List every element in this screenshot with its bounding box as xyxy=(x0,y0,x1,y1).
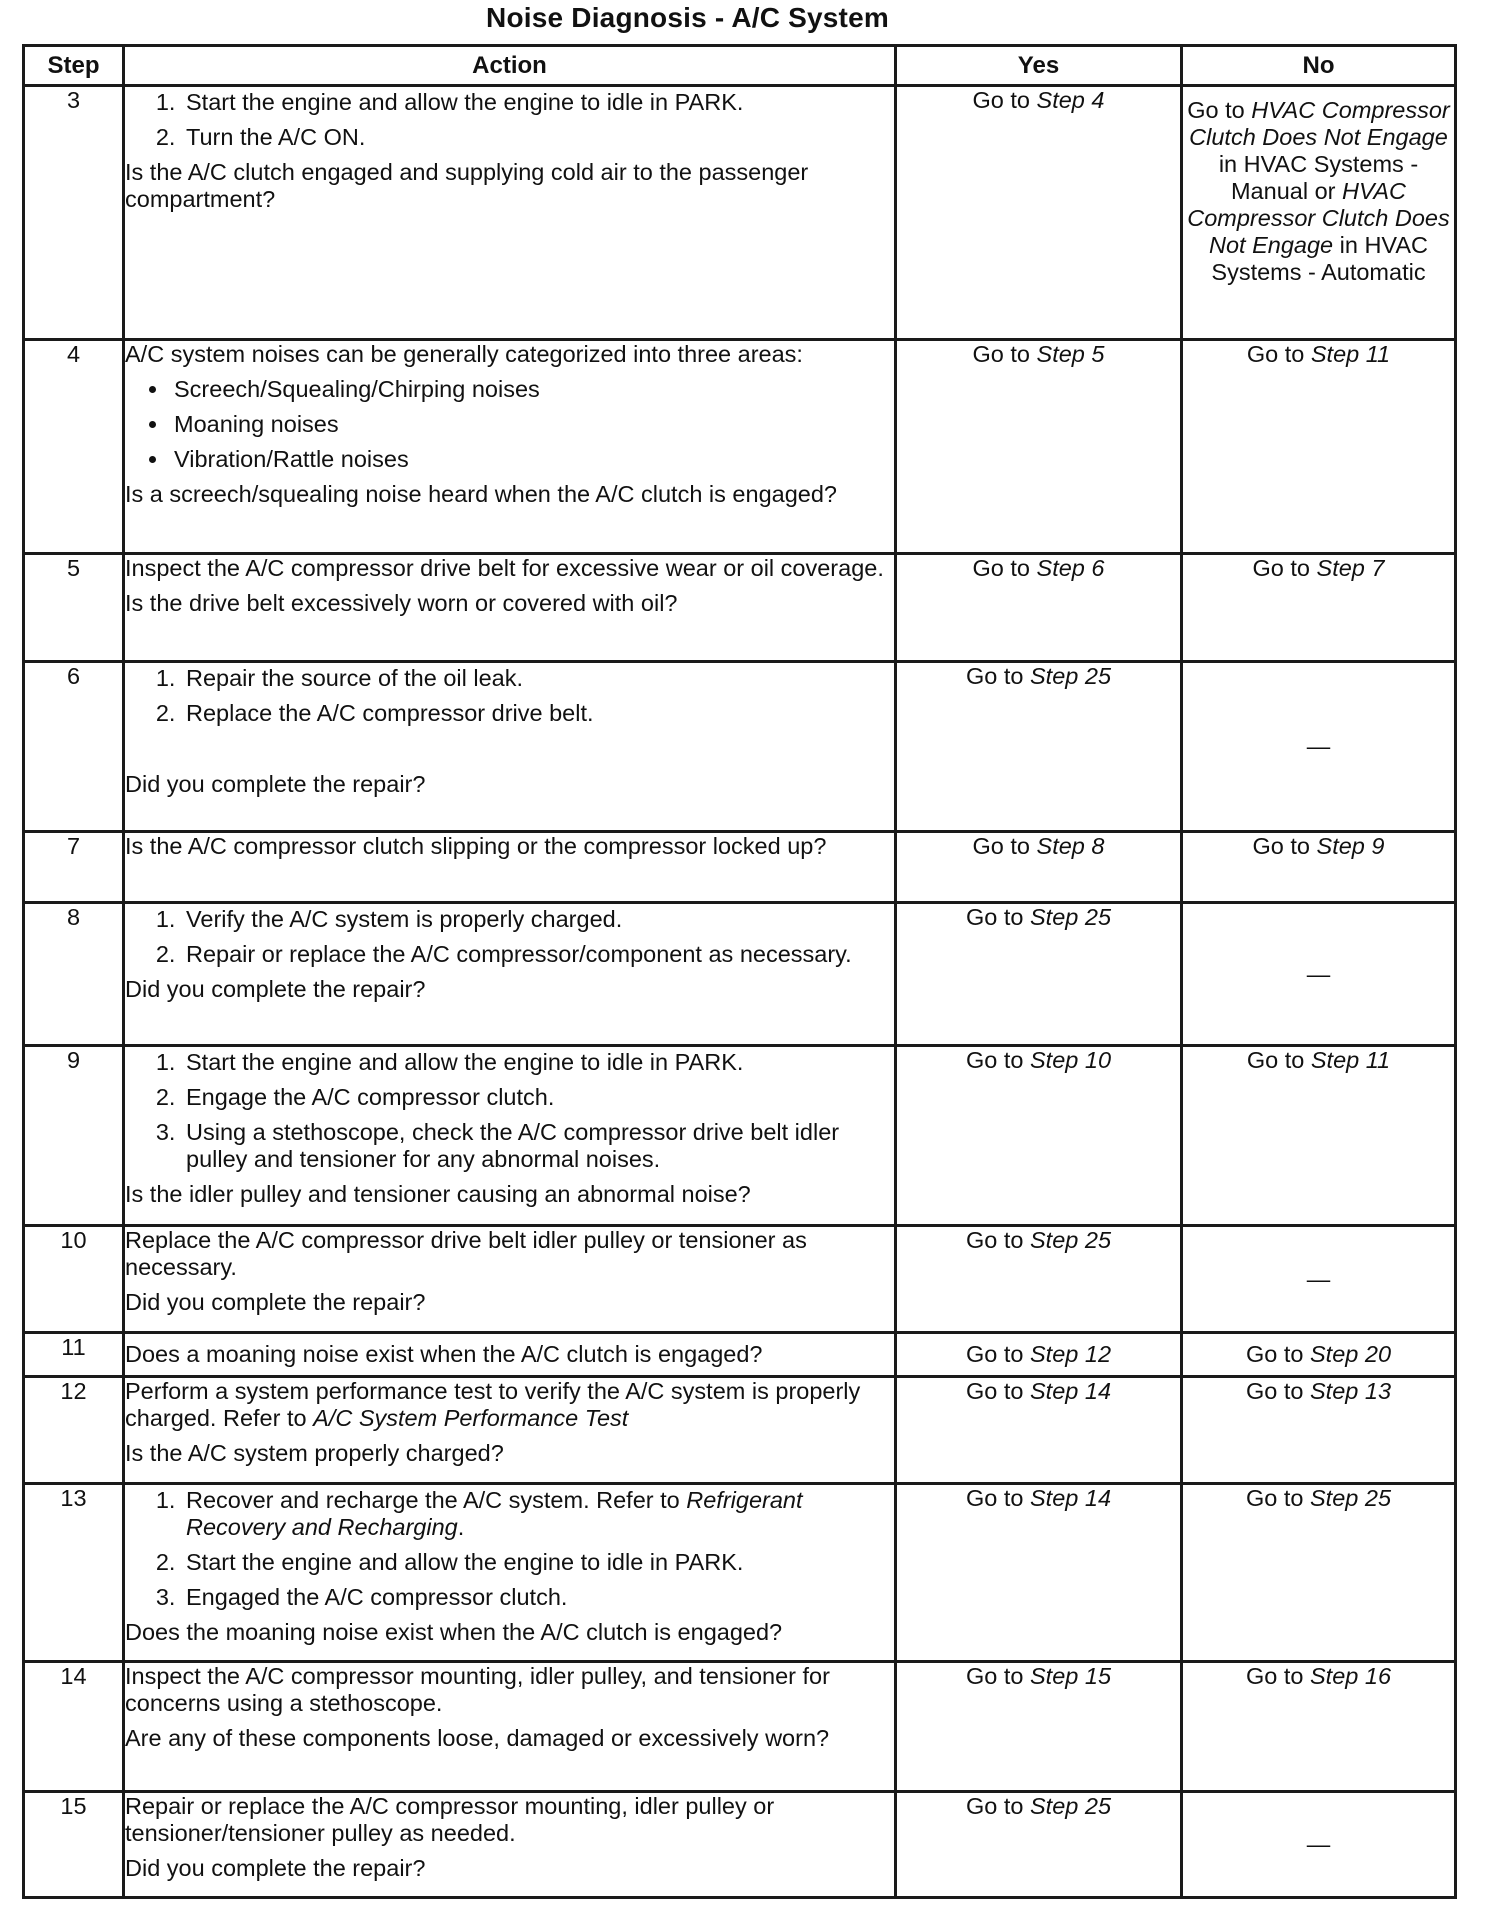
action-question: Did you complete the repair? xyxy=(125,771,426,797)
step-link[interactable]: Step 25 xyxy=(1030,1227,1112,1253)
goto-label: Go to xyxy=(1246,341,1311,367)
goto-label: Go to xyxy=(965,1047,1030,1073)
reference-context: in HVAC Systems - Automatic xyxy=(1211,232,1429,285)
header-action: Action xyxy=(124,46,896,86)
action-item: 2. Turn the A/C ON. xyxy=(182,124,894,151)
goto-label: Go to xyxy=(1187,97,1245,123)
step-number: 15 xyxy=(24,1792,124,1898)
doc-reference-link[interactable]: A/C System Performance Test xyxy=(313,1405,629,1431)
action-cell xyxy=(124,662,896,832)
reference-context: in HVAC Systems - Manual or xyxy=(1218,151,1419,204)
no-cell xyxy=(1182,903,1456,1046)
step-number: 7 xyxy=(24,832,124,903)
action-cell xyxy=(124,1377,896,1484)
goto-label: Go to xyxy=(965,1663,1030,1689)
goto-label: Go to xyxy=(965,1378,1030,1404)
action-question: Are any of these components loose, damaged or excessively worn? xyxy=(125,1725,830,1751)
action-item: 2. Start the engine and allow the engine to idle in PARK. xyxy=(182,1549,894,1576)
goto-label: Go to xyxy=(965,1341,1030,1367)
action-question: Is the idler pulley and tensioner causing an abnormal noise? xyxy=(125,1181,751,1207)
action-item: 1. Start the engine and allow the engine to idle in PARK. xyxy=(182,89,894,116)
yes-cell xyxy=(896,1226,1182,1333)
goto-label: Go to xyxy=(1245,1378,1310,1404)
no-cell xyxy=(1182,1662,1456,1792)
action-item: 3. Using a stethoscope, check the A/C compressor drive belt idler pulley and tensioner for any abnormal noises. xyxy=(182,1119,894,1173)
step-link[interactable]: Step 10 xyxy=(1030,1047,1112,1073)
action-cell xyxy=(124,340,896,554)
step-link[interactable]: Step 11 xyxy=(1310,341,1391,367)
yes-cell xyxy=(896,1662,1182,1792)
no-cell xyxy=(1182,340,1456,554)
table-row xyxy=(24,1333,1456,1377)
yes-cell xyxy=(896,1333,1182,1377)
yes-cell xyxy=(896,1046,1182,1226)
action-cell xyxy=(124,832,896,903)
table-row xyxy=(24,832,1456,903)
no-cell xyxy=(1182,1046,1456,1226)
step-link[interactable]: Step 16 xyxy=(1310,1663,1392,1689)
table-row xyxy=(24,1662,1456,1792)
action-intro: Inspect the A/C compressor drive belt for excessive wear or oil coverage. xyxy=(125,555,884,581)
doc-reference-link[interactable]: HVAC Compressor Clutch Does Not Engage xyxy=(1187,178,1450,258)
no-cell xyxy=(1182,832,1456,903)
action-question: Is the A/C clutch engaged and supplying cold air to the passenger compartment? xyxy=(125,159,809,212)
step-link[interactable]: Step 25 xyxy=(1030,663,1112,689)
goto-label: Go to xyxy=(965,1227,1030,1253)
table-row xyxy=(24,1792,1456,1898)
action-cell xyxy=(124,1046,896,1226)
action-cell xyxy=(124,1226,896,1333)
header-step: Step xyxy=(24,46,124,86)
step-link[interactable]: Step 4 xyxy=(1036,87,1105,113)
doc-reference-link[interactable]: HVAC Compressor Clutch Does Not Engage xyxy=(1189,97,1450,150)
step-number: 8 xyxy=(24,903,124,1046)
table-row xyxy=(24,1484,1456,1662)
goto-label: Go to xyxy=(1245,1341,1310,1367)
step-link[interactable]: Step 11 xyxy=(1310,1047,1391,1073)
table-row xyxy=(24,662,1456,832)
goto-label: Go to xyxy=(965,904,1030,930)
action-intro: Inspect the A/C compressor mounting, idler pulley, and tensioner for concerns using a stethoscope. xyxy=(125,1663,830,1716)
action-intro: Replace the A/C compressor drive belt idler pulley or tensioner as necessary. xyxy=(125,1227,807,1280)
step-link[interactable]: Step 14 xyxy=(1030,1378,1112,1404)
no-cell xyxy=(1182,1377,1456,1484)
action-question: Did you complete the repair? xyxy=(125,1855,426,1881)
action-intro: Repair or replace the A/C compressor mounting, idler pulley or tensioner/tensioner pulley as needed. xyxy=(125,1793,775,1846)
action-item: 1. Verify the A/C system is properly charged. xyxy=(182,906,894,933)
goto-label: Go to xyxy=(972,341,1037,367)
action-cell xyxy=(124,1333,896,1377)
action-bullet: • Moaning noises xyxy=(170,411,894,438)
action-cell xyxy=(124,903,896,1046)
step-number: 5 xyxy=(24,554,124,662)
no-cell xyxy=(1182,662,1456,832)
step-link[interactable]: Step 5 xyxy=(1036,341,1105,367)
action-cell xyxy=(124,1484,896,1662)
table-row xyxy=(24,903,1456,1046)
action-bullet: • Vibration/Rattle noises xyxy=(170,446,894,473)
step-number: 10 xyxy=(24,1226,124,1333)
step-link[interactable]: Step 25 xyxy=(1030,1793,1112,1819)
action-item: 2. Repair or replace the A/C compressor/component as necessary. xyxy=(182,941,894,968)
table-row xyxy=(24,340,1456,554)
no-value-dash: — xyxy=(1306,733,1331,759)
page-title: Noise Diagnosis - A/C System xyxy=(486,2,889,33)
action-question: Is the A/C compressor clutch slipping or the compressor locked up? xyxy=(125,833,827,859)
action-intro: A/C system noises can be generally categorized into three areas: xyxy=(125,341,803,367)
action-cell xyxy=(124,554,896,662)
yes-cell xyxy=(896,832,1182,903)
doc-reference-link[interactable]: Refrigerant Recovery and Recharging xyxy=(186,1487,803,1540)
table-row xyxy=(24,1377,1456,1484)
action-intro: Perform a system performance test to verify the A/C system is properly charged. Refer to xyxy=(125,1378,861,1431)
no-cell xyxy=(1182,1226,1456,1333)
step-number: 3 xyxy=(24,86,124,340)
goto-label: Go to xyxy=(1252,833,1317,859)
no-value-dash: — xyxy=(1306,960,1331,987)
action-item: 3. Engaged the A/C compressor clutch. xyxy=(182,1584,894,1611)
table-row xyxy=(24,554,1456,662)
yes-cell xyxy=(896,86,1182,340)
action-cell xyxy=(124,1662,896,1792)
action-bullet: • Screech/Squealing/Chirping noises xyxy=(170,376,894,403)
action-question: Is the drive belt excessively worn or covered with oil? xyxy=(125,590,678,616)
no-cell xyxy=(1182,1484,1456,1662)
goto-label: Go to xyxy=(965,1793,1030,1819)
action-question: Is the A/C system properly charged? xyxy=(125,1440,504,1466)
action-item-text: Recover and recharge the A/C system. Refer to xyxy=(186,1487,680,1513)
step-link[interactable]: Step 8 xyxy=(1036,833,1105,859)
goto-label: Go to xyxy=(1252,555,1317,581)
step-link[interactable]: Step 6 xyxy=(1036,555,1105,581)
header-no: No xyxy=(1182,46,1456,86)
yes-cell xyxy=(896,903,1182,1046)
goto-label: Go to xyxy=(965,663,1030,689)
goto-label: Go to xyxy=(1245,1485,1310,1511)
goto-label: Go to xyxy=(1246,1047,1311,1073)
yes-cell xyxy=(896,340,1182,554)
step-number: 11 xyxy=(24,1333,124,1377)
step-number: 13 xyxy=(24,1484,124,1662)
action-item: 2. Engage the A/C compressor clutch. xyxy=(182,1084,894,1111)
step-link[interactable]: Step 20 xyxy=(1310,1341,1392,1367)
action-item: 2. Replace the A/C compressor drive belt. xyxy=(182,700,894,727)
step-number: 9 xyxy=(24,1046,124,1226)
step-link[interactable]: Step 12 xyxy=(1030,1341,1112,1367)
action-cell xyxy=(124,86,896,340)
step-number: 6 xyxy=(24,662,124,832)
yes-cell xyxy=(896,662,1182,832)
step-link[interactable]: Step 25 xyxy=(1030,904,1112,930)
no-value-dash: — xyxy=(1306,1265,1331,1292)
goto-label: Go to xyxy=(965,1485,1030,1511)
yes-cell xyxy=(896,554,1182,662)
step-link[interactable]: Step 25 xyxy=(1310,1485,1392,1511)
yes-cell xyxy=(896,1377,1182,1484)
diagnosis-table xyxy=(22,44,1457,1899)
table-row xyxy=(24,1046,1456,1226)
action-question: Does the moaning noise exist when the A/C clutch is engaged? xyxy=(125,1619,783,1645)
step-link[interactable]: Step 13 xyxy=(1310,1378,1392,1404)
table-header-row xyxy=(24,46,1456,86)
step-link[interactable]: Step 14 xyxy=(1030,1485,1112,1511)
no-cell xyxy=(1182,554,1456,662)
goto-label: Go to xyxy=(972,555,1037,581)
action-question: Did you complete the repair? xyxy=(125,1289,426,1315)
step-number: 14 xyxy=(24,1662,124,1792)
table-row xyxy=(24,86,1456,340)
step-link[interactable]: Step 7 xyxy=(1316,555,1385,581)
header-yes: Yes xyxy=(896,46,1182,86)
goto-label: Go to xyxy=(972,87,1037,113)
goto-label: Go to xyxy=(1245,1663,1310,1689)
action-question: Does a moaning noise exist when the A/C clutch is engaged? xyxy=(125,1341,763,1367)
action-question: Did you complete the repair? xyxy=(125,976,426,1002)
table-row xyxy=(24,1226,1456,1333)
goto-label: Go to xyxy=(972,833,1037,859)
step-number: 12 xyxy=(24,1377,124,1484)
action-item: 1. Repair the source of the oil leak. xyxy=(182,665,894,692)
yes-cell xyxy=(896,1484,1182,1662)
action-cell xyxy=(124,1792,896,1898)
step-number: 4 xyxy=(24,340,124,554)
action-question: Is a screech/squealing noise heard when the A/C clutch is engaged? xyxy=(125,481,837,507)
no-value-dash: — xyxy=(1306,1831,1331,1857)
action-item: 1. Recover and recharge the A/C system. Refer to Refrigerant Recovery and Recharging. xyxy=(182,1487,894,1541)
no-cell xyxy=(1182,1333,1456,1377)
step-link[interactable]: Step 9 xyxy=(1316,833,1385,859)
yes-cell xyxy=(896,1792,1182,1898)
action-item: 1. Start the engine and allow the engine to idle in PARK. xyxy=(182,1049,894,1076)
no-cell xyxy=(1182,1792,1456,1898)
no-cell xyxy=(1182,86,1456,340)
step-link[interactable]: Step 15 xyxy=(1030,1663,1112,1689)
